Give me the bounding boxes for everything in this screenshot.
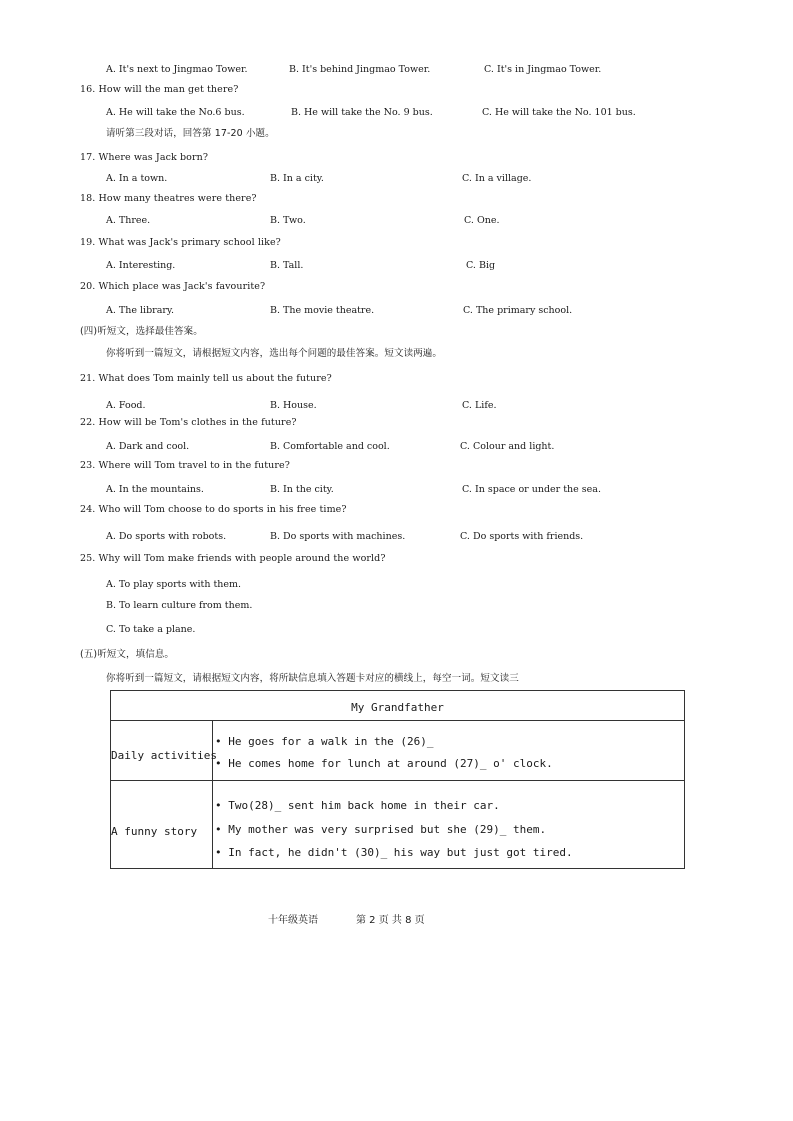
table-line: • He comes home for lunch at around (27)_ o' clock. — [215, 757, 553, 770]
q25-option-b: B. To learn culture from them. — [106, 600, 253, 611]
q24-option-c: C. Do sports with friends. — [460, 531, 584, 542]
table-column-divider — [212, 720, 213, 868]
q19-option-b: B. Tall. — [270, 260, 304, 271]
q22-option-a: A. Dark and cool. — [106, 441, 190, 452]
q25-option-c: C. To take a plane. — [106, 624, 196, 635]
q19-option-a: A. Interesting. — [106, 260, 176, 271]
q17-option-a: A. In a town. — [106, 173, 168, 184]
q23-stem: 23. Where will Tom travel to in the future? — [80, 460, 290, 471]
q23-option-c: C. In space or under the sea. — [462, 484, 601, 495]
row-label-daily-activities: Daily activities — [111, 749, 217, 762]
q20-option-a: A. The library. — [106, 305, 175, 316]
q24-option-a: A. Do sports with robots. — [106, 531, 227, 542]
part5-instruction: 你将听到一篇短文，请根据短文内容，将所缺信息填入答题卡对应的横线上，每空一词。短文读三 — [106, 673, 519, 684]
q16-option-c: C. He will take the No. 101 bus. — [482, 107, 636, 118]
table-line: • Two(28)_ sent him back home in their car. — [215, 799, 500, 812]
q18-option-c: C. One. — [464, 215, 500, 226]
q22-stem: 22. How will be Tom's clothes in the future? — [80, 417, 297, 428]
q22-option-c: C. Colour and light. — [460, 441, 555, 452]
q21-stem: 21. What does Tom mainly tell us about the future? — [80, 373, 332, 384]
part4-heading: (四)听短文，选择最佳答案。 — [80, 326, 203, 337]
q16-option-a: A. He will take the No.6 bus. — [106, 107, 245, 118]
q19-stem: 19. What was Jack's primary school like? — [80, 237, 281, 248]
q21-option-a: A. Food. — [106, 400, 146, 411]
fill-in-table — [110, 690, 685, 869]
table-line: • In fact, he didn't (30)_ his way but just got tired. — [215, 846, 573, 859]
q16-stem: 16. How will the man get there? — [80, 84, 239, 95]
table-line: • My mother was very surprised but she (29)_ them. — [215, 823, 547, 836]
q20-option-c: C. The primary school. — [463, 305, 573, 316]
q21-option-c: C. Life. — [462, 400, 497, 411]
q24-stem: 24. Who will Tom choose to do sports in his free time? — [80, 504, 347, 515]
q24-option-b: B. Do sports with machines. — [270, 531, 406, 542]
q23-option-b: B. In the city. — [270, 484, 334, 495]
q22-option-b: B. Comfortable and cool. — [270, 441, 390, 452]
q17-option-b: B. In a city. — [270, 173, 324, 184]
footer-page-number: 第 2 页 共 8 页 — [356, 915, 425, 926]
q15-option-c: C. It's in Jingmao Tower. — [484, 64, 602, 75]
q17-stem: 17. Where was Jack born? — [80, 152, 209, 163]
q25-option-a: A. To play sports with them. — [106, 579, 242, 590]
table-divider — [111, 720, 684, 721]
table-divider — [111, 780, 684, 781]
part4-instruction: 你将听到一篇短文，请根据短文内容，选出每个问题的最佳答案。短文读两遍。 — [106, 348, 443, 359]
q15-option-b: B. It's behind Jingmao Tower. — [289, 64, 431, 75]
q18-stem: 18. How many theatres were there? — [80, 193, 257, 204]
q20-option-b: B. The movie theatre. — [270, 305, 375, 316]
q19-option-c: C. Big — [466, 260, 496, 271]
footer-subject: 十年级英语 — [268, 915, 318, 926]
table-title: My Grandfather — [351, 701, 444, 714]
q21-option-b: B. House. — [270, 400, 317, 411]
q20-stem: 20. Which place was Jack's favourite? — [80, 281, 266, 292]
row-label-funny-story: A funny story — [111, 825, 198, 838]
q23-option-a: A. In the mountains. — [106, 484, 204, 495]
q18-option-b: B. Two. — [270, 215, 306, 226]
q25-stem: 25. Why will Tom make friends with people around the world? — [80, 553, 386, 564]
table-line: • He goes for a walk in the (26)_ — [215, 735, 434, 748]
q17-option-c: C. In a village. — [462, 173, 532, 184]
section3-note: 请听第三段对话，回答第 17-20 小题。 — [106, 128, 275, 139]
q15-option-a: A. It's next to Jingmao Tower. — [106, 64, 248, 75]
q18-option-a: A. Three. — [106, 215, 151, 226]
part5-heading: (五)听短文，填信息。 — [80, 649, 175, 660]
q16-option-b: B. He will take the No. 9 bus. — [291, 107, 433, 118]
